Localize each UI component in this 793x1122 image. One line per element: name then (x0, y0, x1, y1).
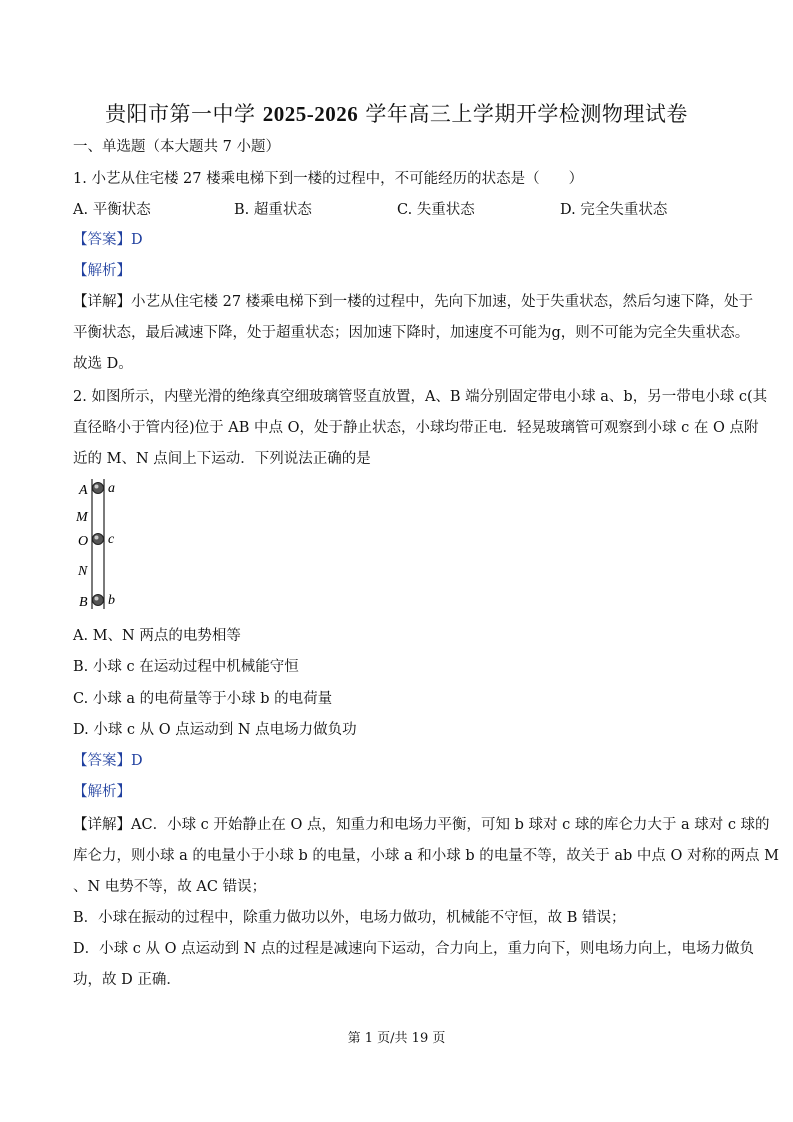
q2-detail-line: D．小球 c 从 O 点运动到 N 点的过程是减速向下运动，合力向上，重力向下，则电场力向上，电场力做负 (73, 941, 754, 957)
ball-a-icon (93, 483, 104, 494)
exam-title (0, 98, 793, 128)
q2-option-c: C. 小球 a 的电荷量等于小球 b 的电荷量 (73, 691, 333, 707)
q1-option-b: B. 超重状态 (234, 202, 312, 218)
q2-detail-line: 【详解】AC．小球 c 开始静止在 O 点，知重力和电场力平衡，可知 b 球对 c 球的库仑力大于 a 球对 c 球的 (73, 817, 770, 833)
label-a: a (108, 481, 115, 496)
label-b: b (108, 593, 115, 608)
q1-answer (73, 230, 143, 250)
ball-b-icon (93, 595, 104, 606)
q1-analysis: 【解析】 (73, 263, 131, 279)
label-A: A (79, 483, 88, 498)
q2-answer-text: 【答案】D (73, 753, 143, 769)
label-c: c (108, 532, 115, 547)
q2-option-a: A. M、N 两点的电势相等 (73, 628, 241, 644)
q2-answer (73, 751, 143, 771)
q2-option-d: D. 小球 c 从 O 点运动到 N 点电场力做负功 (73, 722, 357, 738)
label-N: N (78, 564, 88, 579)
q2-stem-line: 2. 如图所示，内壁光滑的绝缘真空细玻璃管竖直放置，A、B 端分别固定带电小球 a、b，另一带电小球 c(其 (73, 389, 768, 405)
q1-detail-line: 【详解】小艺从住宅楼 27 楼乘电梯下到一楼的过程中，先向下加速，处于失重状态，然后匀速下降，处于 (73, 294, 754, 310)
q2-detail-line: B．小球在振动的过程中，除重力做功以外，电场力做功，机械能不守恒，故 B 错误； (73, 910, 626, 926)
section-header: 一、单选题（本大题共 7 小题） (73, 139, 280, 155)
q2-detail-line: 库仑力，则小球 a 的电量小于小球 b 的电量，小球 a 和小球 b 的电量不等，故关于 ab 中点 O 对称的两点 M (73, 848, 779, 864)
glass-tube-figure (76, 477, 136, 612)
q1-detail-line: 故选 D。 (73, 356, 133, 372)
q1-detail-line: 平衡状态，最后减速下降，处于超重状态；因加速下降时，加速度不可能为g，则不可能为完全失重状态。 (73, 325, 750, 341)
q2-detail-line: 功，故 D 正确． (73, 972, 181, 988)
q2-analysis: 【解析】 (73, 784, 131, 800)
q2-option-b: B. 小球 c 在运动过程中机械能守恒 (73, 659, 299, 675)
q2-stem-line: 直径略小于管内径)位于 AB 中点 O，处于静止状态，小球均带正电．轻晃玻璃管可观察到小球 c 在 O 点附 (73, 420, 759, 436)
label-O: O (78, 534, 89, 549)
q1-option-c: C. 失重状态 (397, 202, 475, 218)
ball-c-icon (93, 534, 104, 545)
q2-detail-line: 、N 电势不等，故 AC 错误； (73, 879, 267, 895)
q1-option-d: D. 完全失重状态 (560, 202, 668, 218)
title-prefix: 贵阳市第一中学 (105, 102, 263, 126)
page-footer: 第 1 页/共 19 页 (347, 1031, 446, 1046)
q1-option-a: A. 平衡状态 (73, 202, 151, 218)
label-B: B (79, 595, 88, 610)
q2-stem-line: 近的 M、N 点间上下运动．下列说法正确的是 (73, 451, 371, 467)
title-years: 2025-2026 (262, 102, 359, 126)
q1-stem: 1. 小艺从住宅楼 27 楼乘电梯下到一楼的过程中，不可能经历的状态是（ ） (73, 171, 584, 187)
title-suffix: 学年高三上学期开学检测物理试卷 (358, 102, 688, 126)
q1-answer-text: 【答案】D (73, 232, 143, 248)
label-M: M (76, 510, 88, 525)
